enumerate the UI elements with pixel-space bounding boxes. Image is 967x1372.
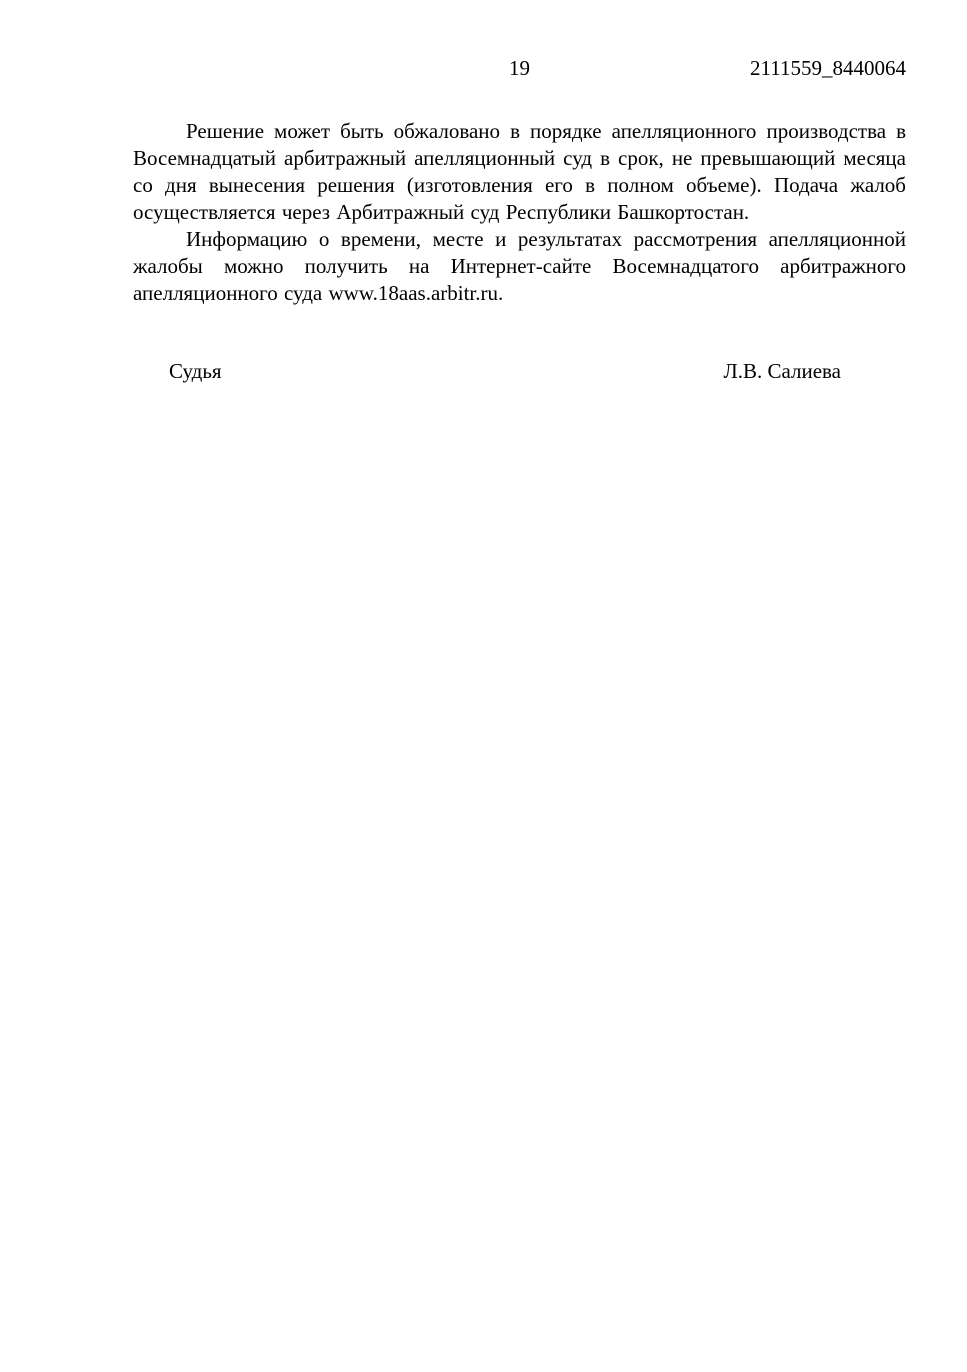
page-number: 19 [509, 56, 530, 80]
document-id: 2111559_8440064 [750, 56, 906, 80]
document-body [133, 118, 906, 307]
paragraph-appeal-procedure: Решение может быть обжаловано в порядке апелляционного производства в Восемнадцатый арбитражный апелляционный суд в срок, не превышающий месяца со дня вынесения решения (изготовления его в полном объеме). Подача жалоб осуществляется через Арбитражный суд Республики Башкортостан. [133, 119, 906, 224]
judge-role-label: Судья [169, 359, 222, 383]
page-header [133, 55, 906, 82]
signature-block [133, 358, 906, 385]
paragraph-appeal-info: Информацию о времени, месте и результатах рассмотрения апелляционной жалобы можно получить на Интернет-сайте Восемнадцатого арбитражного апелляционного суда www.18aas.arbitr.ru. [133, 227, 906, 305]
judge-name: Л.В. Салиева [723, 359, 841, 383]
